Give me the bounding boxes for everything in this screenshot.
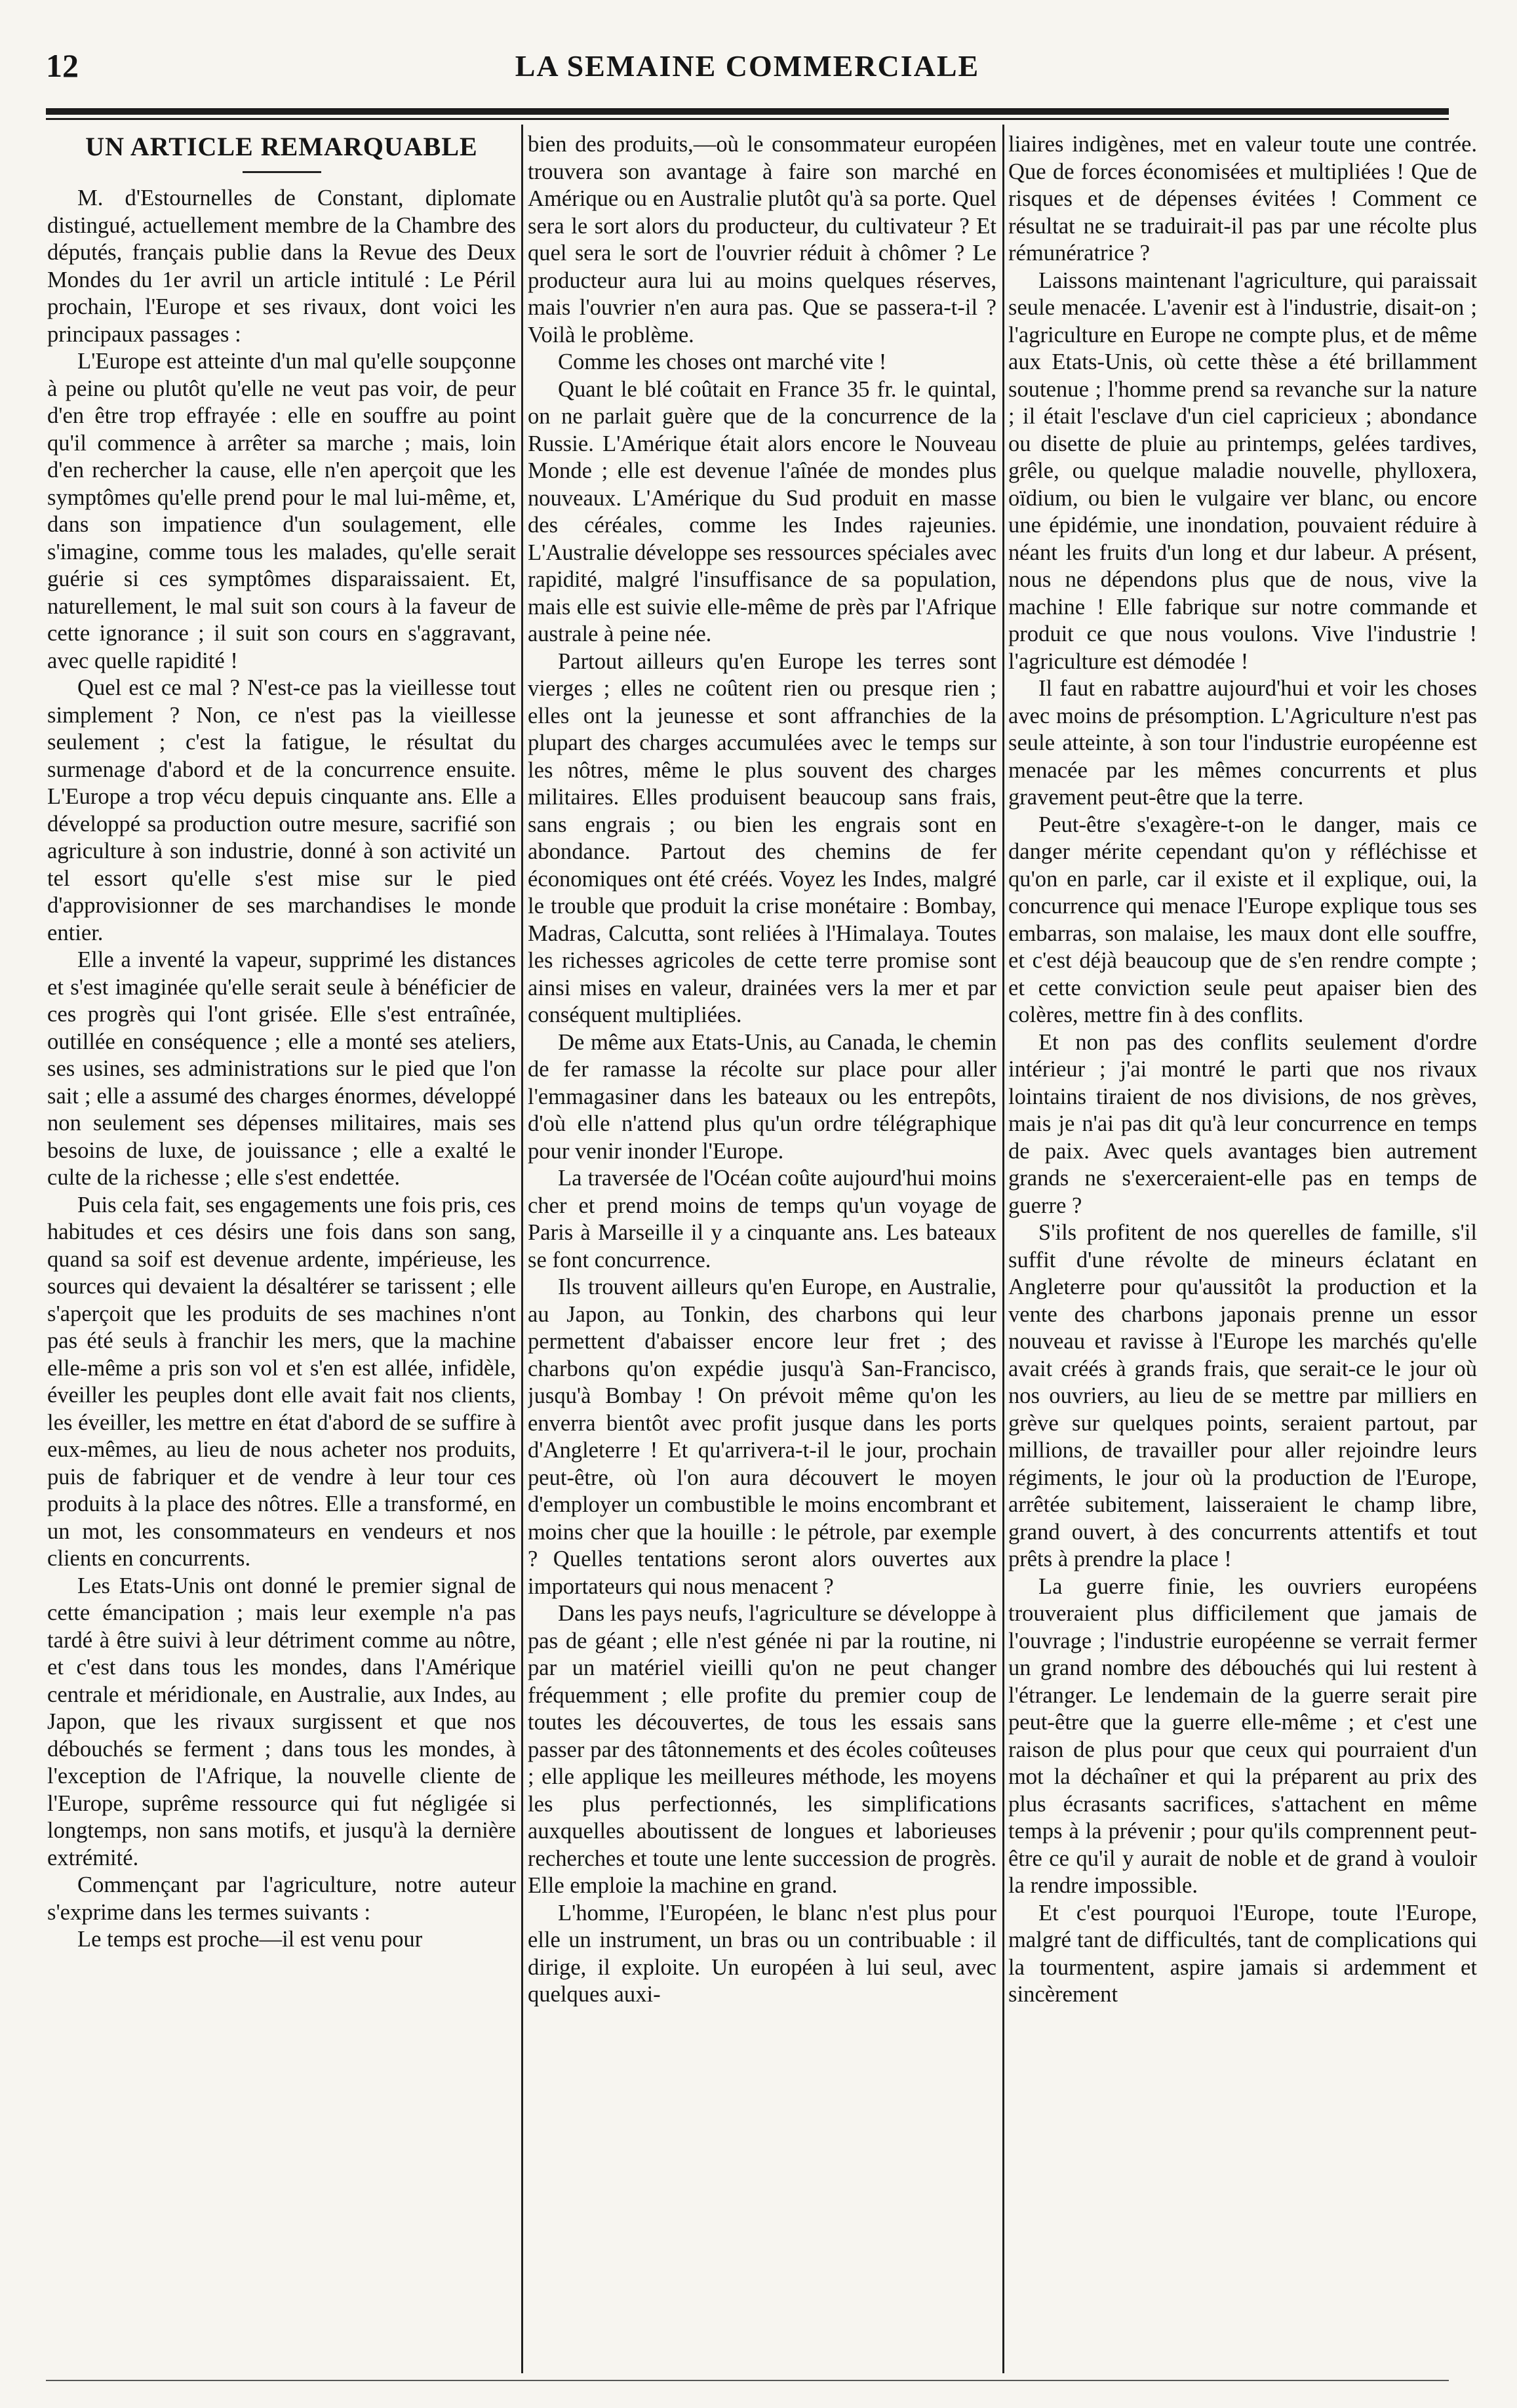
- article-title: UN ARTICLE REMARQUABLE: [85, 132, 478, 161]
- paragraph: Commençant par l'agriculture, notre auteur s'exprime dans les termes suivants :: [47, 1872, 516, 1925]
- column-2: [528, 131, 996, 2373]
- title-rule: [243, 171, 321, 173]
- paragraph: L'Europe est atteinte d'un mal qu'elle soupçonne à peine ou plutôt qu'elle ne veut pas voir, de peur d'en être trop effrayée : elle en souffre au point qu'il commence à arrêter sa marche ; mais, loin d'en rechercher la cause, elle n'en aperçoit que les symptômes qu'elle prend pour le mal lui-même, et, dans son impatience d'un soulagement, elle s'imagine, comme tous les malades, qu'elle serait guérie si ces symptômes disparaissaient. Et, naturellement, le mal suit son cours à la faveur de cette ignorance ; il suit son cours en s'aggravant, avec quelle rapidité !: [47, 349, 516, 673]
- paragraph: M. d'Estournelles de Constant, diplomate distingué, actuellement membre de la Chambre des députés, français publie dans la Revue des Deux Mondes du 1er avril un article intitulé : Le Péril prochain, l'Europe et ses rivaux, dont voici les principaux passages :: [47, 186, 516, 347]
- paragraph: Il faut en rabattre aujourd'hui et voir les choses avec moins de présomption. L'Agriculture n'est pas seule atteinte, à son tour l'industrie européenne est menacée par les mêmes concurrents et plus gravement peut-être que la terre.: [1008, 676, 1477, 810]
- paragraph: L'homme, l'Européen, le blanc n'est plus pour elle un instrument, un bras ou un contribuable : il dirige, il exploite. Un européen à lui seul, avec quelques auxi-: [528, 1900, 996, 2007]
- article-columns: [47, 131, 1477, 2373]
- paragraph: Le temps est proche—il est venu pour: [77, 1927, 423, 1952]
- paragraph: Quel est ce mal ? N'est-ce pas la vieillesse tout simplement ? Non, ce n'est pas la vieillesse seulement ; c'est la fatigue, le résultat du surmenage d'abord et de la concurrence ensuite. L'Europe a trop vécu depuis cinquante ans. Elle a développé sa production outre mesure, sacrifié son agriculture à son industrie, donné à son activité un tel essort qu'elle s'est mise sur le pied d'approvisionner de ses marchandises le monde entier.: [47, 675, 516, 945]
- paragraph: Et c'est pourquoi l'Europe, toute l'Europe, malgré tant de difficultés, tant de complications qui la tourmentent, aspire jamais si ardemment et sincèrement: [1008, 1900, 1477, 2007]
- header-rule-thin: [46, 118, 1449, 120]
- paragraph: Laissons maintenant l'agriculture, qui paraissait seule menacée. L'avenir est à l'industrie, disait-on ; l'agriculture en Europe ne compte plus, et de même aux Etats-Unis, où cette thèse a été brillamment soutenue ; l'homme prend sa revanche sur la nature ; il était l'esclave d'un ciel capricieux ; abondance ou disette de pluie au printemps, gelées tardives, grêle, ou quelque maladie nouvelle, phylloxera, oïdium, ou bien le vulgaire ver blanc, ou encore une épidémie, une inondation, pouvaient réduire à néant les fruits d'un long et dur labeur. A présent, nous ne dépendons plus que de nous, vive la machine ! Elle fabrique sur notre commande et produit ce que nous voulons. Vive l'industrie ! l'agriculture est démodée !: [1008, 267, 1477, 674]
- paragraph: Partout ailleurs qu'en Europe les terres sont vierges ; elles ne coûtent rien ou presque rien ; elles ont la jeunesse et sont affranchies de la plupart des charges accumulées avec le temps sur les nôtres, même le plus souvent des charges militaires. Elles produisent beaucoup sans frais, sans engrais ; ou bien les engrais sont en abondance. Partout des chemins de fer économiques ont été créés. Voyez les Indes, malgré le trouble que produit la crise monétaire : Bombay, Madras, Calcutta, sont reliées à l'Himalaya. Toutes les richesses agricoles de cette terre promise sont ainsi mises en valeur, drainées vers la mer et par conséquent multipliées.: [528, 648, 996, 1027]
- paragraph: Les Etats-Unis ont donné le premier signal de cette émancipation ; mais leur exemple n'a pas tardé à être suivi à leur détriment comme au nôtre, et c'est dans tous les mondes, dans l'Amérique centrale et méridionale, en Australie, aux Indes, au Japon, que les rivaux surgissent et que nos débouchés se ferment ; dans tous les mondes, à l'exception de l'Afrique, la nouvelle cliente de l'Europe, suprême ressource qui fut négligée si longtemps, non sans motifs, et jusqu'à la dernière extrémité.: [47, 1573, 516, 1870]
- footer-rule: [46, 2380, 1449, 2381]
- paragraph: Elle a inventé la vapeur, supprimé les distances et s'est imaginée qu'elle serait seule à bénéficier de ces progrès qui l'ont grisée. Elle s'est entraînée, outillée en conséquence ; elle a monté ses ateliers, ses usines, ses administrations sur le pied que l'on sait ; elle a assumé des charges énormes, développé non seulement ses dépenses militaires, mais ses besoins de luxe, de jouissance ; elle a exalté le culte de la richesse ; elle s'est endettée.: [47, 947, 516, 1190]
- paragraph: Et non pas des conflits seulement d'ordre intérieur ; j'ai montré le parti que nos rivaux lointains tiraient de nos divisions, de nos grèves, mais je n'ai pas dit qu'à leur concurrence en temps de paix. Avec quels avantages bien autrement grands ne s'exerceraient-elle pas en temps de guerre ?: [1008, 1029, 1477, 1218]
- paragraph: Puis cela fait, ses engagements une fois pris, ces habitudes et ces désirs une fois dans son sang, quand sa soif est devenue ardente, impérieuse, les sources qui devaient la désaltérer se tarissent ; elle s'aperçoit que les produits de ses machines n'ont pas été seuls à franchir les mers, que la machine elle-même a pris son vol et s'en est allée, infidèle, éveiller les peuples dont elle avait fait nos clients, les éveiller, les mettre en état d'abord de se suffire à eux-mêmes, au lieu de nous acheter nos produits, puis de fabriquer et de vendre à leur tour ces produits à la place des nôtres. Elle a transformé, en un mot, les consommateurs en vendeurs et nos clients en concurrents.: [47, 1192, 516, 1571]
- paragraph: Ils trouvent ailleurs qu'en Europe, en Australie, au Japon, au Tonkin, des charbons qui leur permettent d'abaisser encore leur fret ; des charbons qu'on expédie jusqu'à San-Francisco, jusqu'à Bombay ! On prévoit même qu'on les enverra bientôt avec profit jusque dans les ports d'Angleterre ! Et qu'arrivera-t-il le jour, prochain peut-être, où l'on aura découvert le moyen d'employer un combustible le moins encombrant et moins cher que la houille : le pétrole, par exemple ? Quelles tentations seront alors ouvertes aux importateurs qui nous menacent ?: [528, 1274, 996, 1599]
- column-3: [1008, 131, 1477, 2373]
- paragraph: La traversée de l'Océan coûte aujourd'hui moins cher et prend moins de temps qu'un voyage de Paris à Marseille il y a cinquante ans. Les bateaux se font concurrence.: [528, 1166, 996, 1273]
- paragraph: liaires indigènes, met en valeur toute une contrée. Que de forces économisées et multipliées ! Que de risques et de dépenses évitées ! Comment ce résultat ne se traduirait-il pas par une récolte plus rémunératrice ?: [1008, 132, 1477, 266]
- paragraph: Comme les choses ont marché vite !: [558, 349, 887, 374]
- running-title: LA SEMAINE COMMERCIALE: [515, 49, 980, 83]
- page-number: 12: [46, 47, 79, 84]
- paragraph: La guerre finie, les ouvriers européens trouveraient plus difficilement que jamais de l'ouvrage ; l'industrie européenne se verrait fermer un grand nombre des débouchés qui lui restent à l'étranger. Le lendemain de la guerre serait pire peut-être que la guerre elle-même ; et c'est une raison de plus pour que ceux qui pourraient d'un mot la déchaîner et qui la préparent au prix des plus écrasants sacrifices, s'attachent en même temps à la prévenir ; pour qu'ils comprennent peut-être ce qu'il y aurait de noble et de grand à vouloir la rendre impossible.: [1008, 1573, 1477, 1898]
- paragraph: S'ils profitent de nos querelles de famille, s'il suffit d'une révolte de mineurs éclatant en Angleterre pour qu'aussitôt la production et la vente des charbons japonais prenne un essor nouveau et ravisse à l'Europe les marchés qu'elle avait créés à grands frais, que serait-ce le jour où nos ouvriers, au lieu de se mettre par milliers en grève sur quelques points, seraient partout, par millions, de travailler pour aller rejoindre leurs régiments, le jour où la production de l'Europe, arrêtée subitement, laisseraient le champ libre, grand ouvert, à des concurrents attentifs et tout prêts à prendre la place !: [1008, 1220, 1477, 1571]
- paragraph: Quant le blé coûtait en France 35 fr. le quintal, on ne parlait guère que de la concurrence de la Russie. L'Amérique était alors encore le Nouveau Monde ; elle est devenue l'aînée de mondes plus nouveaux. L'Amérique du Sud produit en masse des céréales, comme les Indes rajeunies. L'Australie développe ses ressources spéciales avec rapidité, malgré l'insuffisance de sa population, mais elle est suivie elle-même de près par l'Afrique australe à peine née.: [528, 376, 996, 646]
- paragraph: Dans les pays neufs, l'agriculture se développe à pas de géant ; elle n'est génée ni par la routine, ni par un matériel vieilli qu'on ne peut changer fréquemment ; elle profite du premier coup de toutes les découvertes, de tous les essais sans passer par des tâtonnements et des écoles coûteuses ; elle applique les meilleures méthode, les moyens les plus perfectionnés, les simplifications auxquelles aboutissent de longues et laborieuses recherches et toute une lente succession de progrès. Elle emploie la machine en grand.: [528, 1601, 996, 1898]
- column-1: [47, 131, 516, 2373]
- paragraph: De même aux Etats-Unis, au Canada, le chemin de fer ramasse la récolte sur place pour aller l'emmagasiner dans les bateaux ou les entrepôts, d'où elle n'attend plus qu'un ordre télégraphique pour venir inonder l'Europe.: [528, 1029, 996, 1164]
- paragraph: Peut-être s'exagère-t-on le danger, mais ce danger mérite cependant qu'on y réfléchisse et qu'on en parle, car il existe et il explique, oui, la concurrence qui menace l'Europe explique tous ses embarras, son malaise, les maux dont elle souffre, et c'est déjà beaucoup que de s'en rendre compte ; et cette conviction seule peut apaiser bien des colères, mettre fin à des conflits.: [1008, 812, 1477, 1027]
- paragraph: bien des produits,—où le consommateur européen trouvera son avantage à faire son marché en Amérique ou en Australie plutôt qu'à sa porte. Quel sera le sort alors du producteur, du cultivateur ? Et quel sera le sort de l'ouvrier réduit à chômer ? Le producteur aura lui au moins quelques réserves, mais l'ouvrier n'en aura pas. Que se passera-t-il ? Voilà le problème.: [528, 132, 996, 347]
- page-header: [46, 46, 1449, 85]
- header-rule: [46, 108, 1449, 115]
